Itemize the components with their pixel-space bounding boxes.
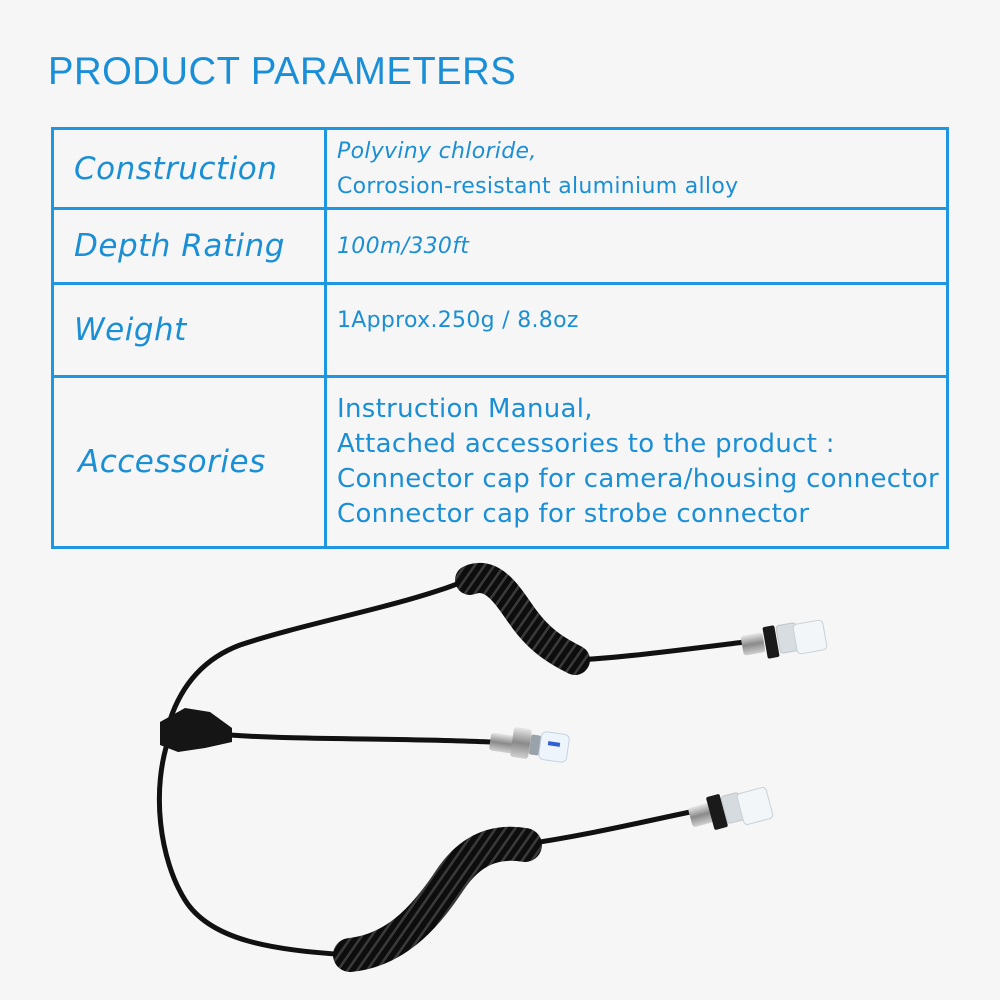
camera-connector — [740, 620, 827, 659]
accessories-value-line: Instruction Manual, — [337, 394, 593, 424]
coiled-cable-upper — [470, 578, 575, 660]
strobe-connector-2 — [688, 787, 774, 831]
table-row-depth-rating — [53, 209, 948, 284]
construction-value-line: Polyviny chloride, — [337, 138, 537, 164]
depth-rating-label: Depth Rating — [53, 209, 326, 284]
page-title: PRODUCT PARAMETERS — [48, 50, 517, 93]
table-row-weight — [53, 284, 948, 377]
construction-value — [326, 129, 948, 209]
product-photo — [0, 540, 1000, 1000]
depth-rating-value: 100m/330ft — [326, 209, 948, 284]
accessories-value — [326, 377, 948, 548]
construction-label: Construction — [53, 129, 326, 209]
table-row-construction — [53, 129, 948, 209]
weight-label: Weight — [53, 284, 326, 377]
accessories-value-line: Connector cap for strobe connector — [337, 499, 810, 529]
accessories-value-line: Attached accessories to the product : — [337, 429, 835, 459]
construction-value-line: Corrosion-resistant aluminium alloy — [337, 173, 739, 199]
table-row-accessories — [53, 377, 948, 548]
parameters-table — [51, 127, 949, 549]
strobe-connector — [489, 727, 570, 763]
accessories-value-line: Connector cap for camera/housing connector — [337, 464, 940, 494]
accessories-label: Accessories — [53, 377, 326, 548]
weight-value: 1Approx.250g / 8.8oz — [326, 284, 948, 377]
coiled-cable-lower — [350, 844, 525, 955]
